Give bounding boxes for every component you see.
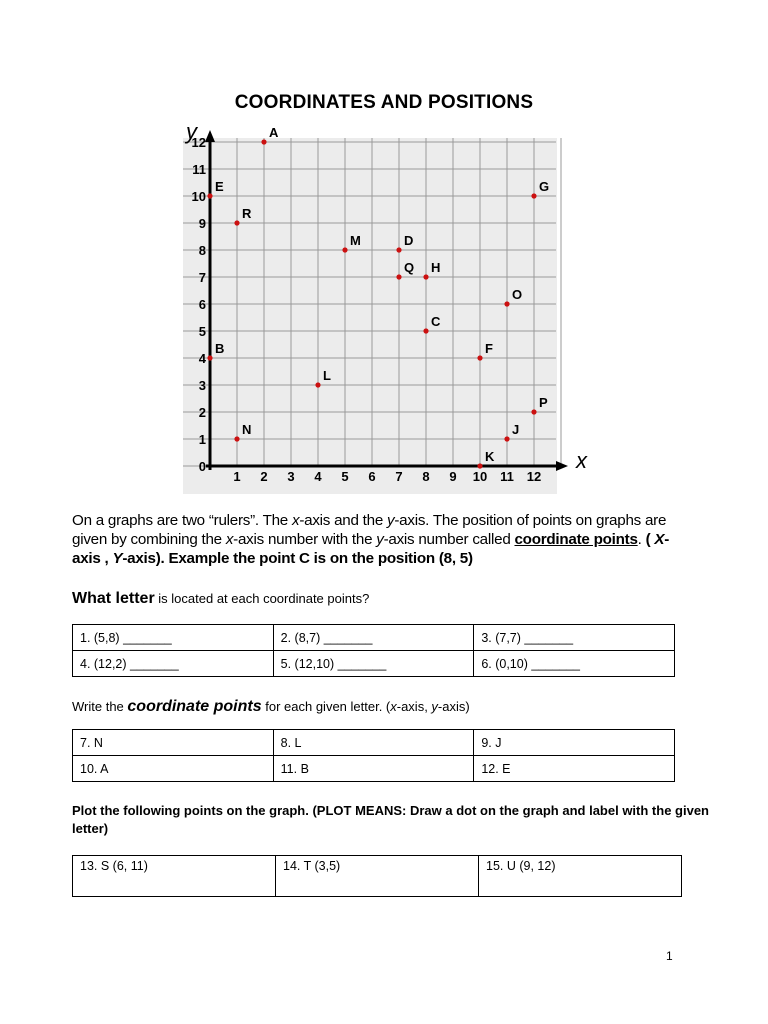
question-cell[interactable]: 14. T (3,5) [276, 856, 479, 897]
point-label-n: N [242, 422, 252, 437]
x-axis-label: x [576, 448, 587, 473]
question-cell[interactable]: 6. (0,10) _______ [474, 651, 675, 677]
point-k [477, 463, 482, 468]
y-tick-label: 5 [198, 324, 206, 339]
point-label-o: O [512, 287, 523, 302]
y-tick-label: 9 [198, 216, 206, 231]
y-tick-label: 0 [198, 459, 206, 474]
point-q [396, 274, 401, 279]
x-tick-label: 12 [526, 469, 542, 484]
question-cell[interactable]: 2. (8,7) _______ [273, 625, 474, 651]
question-table-1 [72, 624, 675, 677]
question-heading-3: Plot the following points on the graph. (PLOT MEANS: Draw a dot on the graph and label with the given letter) [72, 803, 709, 836]
question-cell[interactable]: 7. N [73, 730, 274, 756]
y-tick-label: 6 [198, 297, 206, 312]
x-tick-label: 11 [500, 469, 514, 484]
point-o [504, 301, 509, 306]
x-tick-label: 10 [472, 469, 488, 484]
point-label-r: R [242, 206, 252, 221]
point-label-m: M [350, 233, 361, 248]
point-label-q: Q [404, 260, 415, 275]
x-tick-label: 1 [233, 469, 241, 484]
y-axis-arrow [205, 130, 215, 142]
question-cell[interactable]: 3. (7,7) _______ [474, 625, 675, 651]
table-row [73, 756, 675, 782]
question-cell[interactable]: 1. (5,8) _______ [73, 625, 274, 651]
question-cell[interactable]: 15. U (9, 12) [479, 856, 682, 897]
point-m [342, 247, 347, 252]
point-e [207, 193, 212, 198]
question-cell[interactable]: 12. E [474, 756, 675, 782]
question-cell[interactable]: 5. (12,10) _______ [273, 651, 474, 677]
question-cell[interactable]: 4. (12,2) _______ [73, 651, 274, 677]
question-table-3 [72, 855, 682, 897]
coordinate-graph [170, 118, 590, 498]
point-r [234, 220, 239, 225]
point-f [477, 355, 482, 360]
x-tick-label: 7 [395, 469, 403, 484]
point-label-k: K [485, 449, 495, 464]
x-tick-label: 2 [260, 469, 268, 484]
question-cell[interactable]: 8. L [273, 730, 474, 756]
question-heading-1: What letter is located at each coordinate points? [72, 590, 370, 607]
point-c [423, 328, 428, 333]
point-d [396, 247, 401, 252]
point-label-d: D [404, 233, 414, 248]
x-tick-label: 8 [422, 469, 430, 484]
coordinate-points-term: coordinate points [514, 531, 638, 548]
question-cell[interactable]: 11. B [273, 756, 474, 782]
point-l [315, 382, 320, 387]
x-tick-label: 9 [449, 469, 457, 484]
question-heading-2: Write the coordinate points for each given letter. (x-axis, y-axis) [72, 698, 470, 715]
point-label-b: B [215, 341, 225, 356]
y-tick-label: 8 [198, 243, 206, 258]
point-label-g: G [539, 179, 550, 194]
x-axis-arrow [556, 461, 568, 471]
point-b [207, 355, 212, 360]
graph-background [183, 138, 557, 494]
point-j [504, 436, 509, 441]
point-p [531, 409, 536, 414]
question-cell[interactable]: 10. A [73, 756, 274, 782]
y-tick-label: 11 [192, 162, 206, 177]
table-row [73, 651, 675, 677]
point-label-l: L [323, 368, 331, 383]
point-a [261, 139, 266, 144]
point-g [531, 193, 536, 198]
point-label-a: A [269, 125, 279, 140]
y-tick-label: 4 [198, 351, 206, 366]
question-table-2 [72, 729, 675, 782]
point-h [423, 274, 428, 279]
x-tick-label: 5 [341, 469, 349, 484]
x-tick-label: 4 [314, 469, 322, 484]
intro-paragraph: On a graphs are two “rulers”. The x-axis and the y-axis. The position of points on graphs are given by combining the x-axis number with the y-axis number called coordinate points. ( X-axis , Y-axis). Example the point C is on the position (8, 5) [72, 512, 670, 567]
x-tick-label: 3 [287, 469, 295, 484]
question-cell[interactable]: 13. S (6, 11) [73, 856, 276, 897]
y-tick-label: 2 [198, 405, 206, 420]
table-row [73, 730, 675, 756]
question-cell[interactable]: 9. J [474, 730, 675, 756]
x-tick-label: 6 [368, 469, 376, 484]
y-tick-label: 1 [198, 432, 206, 447]
table-row [73, 625, 675, 651]
page-number: 1 [666, 949, 673, 963]
point-label-h: H [431, 260, 441, 275]
page-title: COORDINATES AND POSITIONS [234, 92, 534, 113]
point-label-j: J [512, 422, 520, 437]
y-tick-label: 3 [198, 378, 206, 393]
y-tick-label: 7 [198, 270, 206, 285]
point-label-c: C [431, 314, 441, 329]
y-tick-label: 10 [191, 189, 206, 204]
point-label-f: F [485, 341, 493, 356]
point-label-e: E [215, 179, 224, 194]
table-row [73, 856, 682, 897]
y-axis-label: y [186, 119, 197, 144]
y-tick-label: 12 [191, 135, 206, 150]
point-label-p: P [539, 395, 548, 410]
point-n [234, 436, 239, 441]
